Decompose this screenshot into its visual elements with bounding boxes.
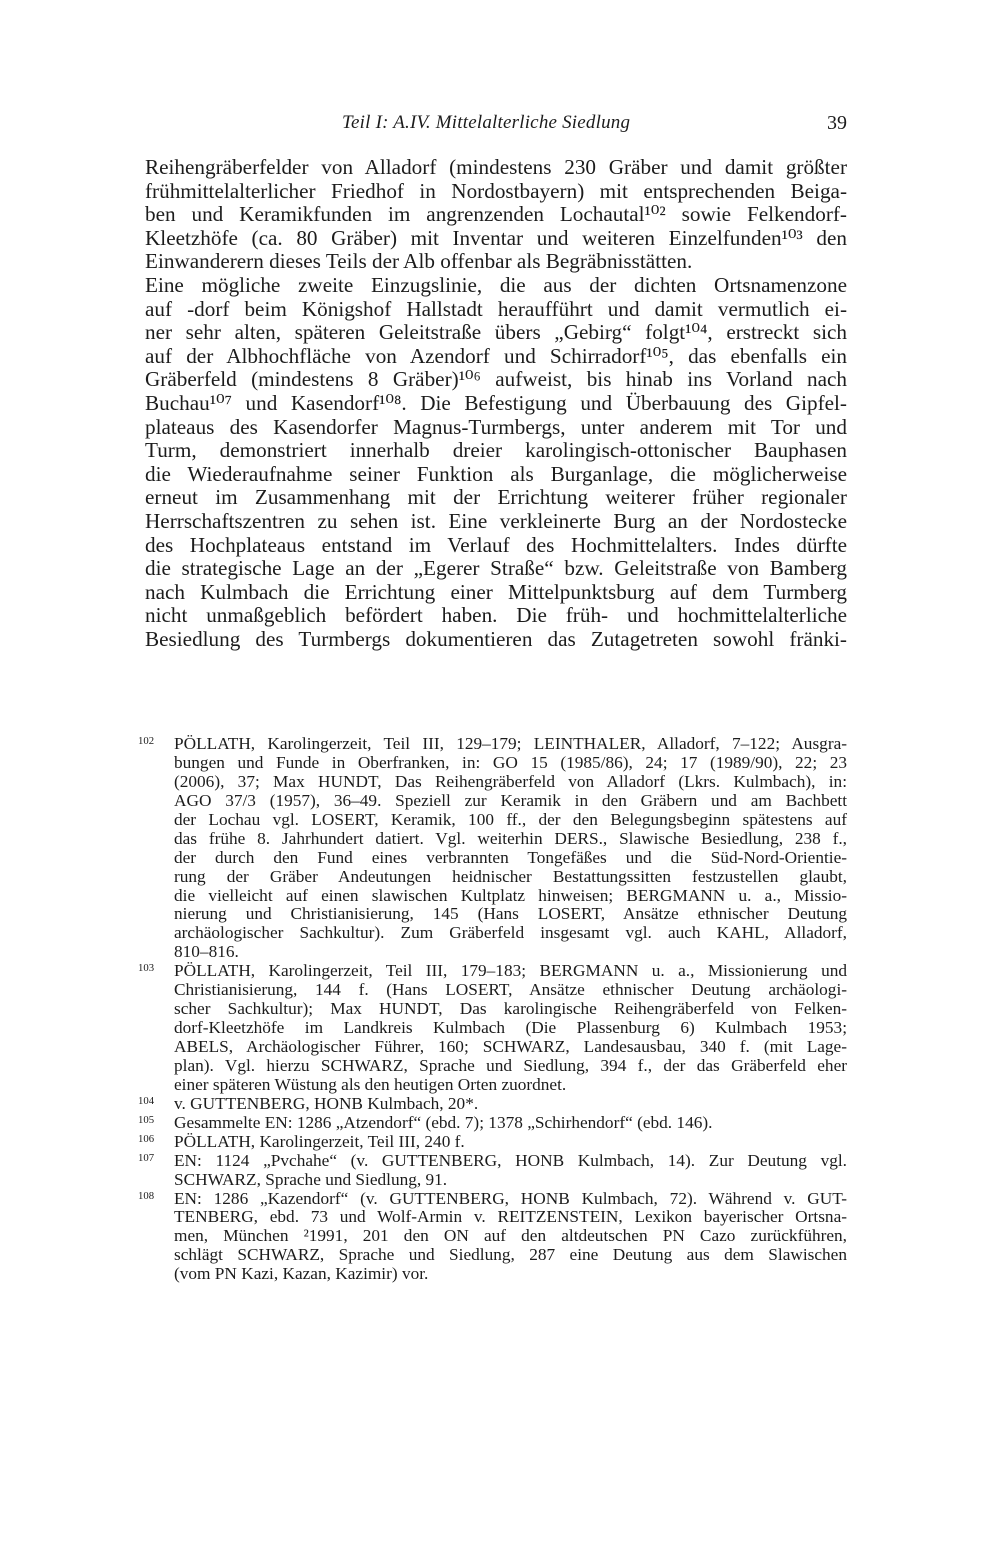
footnote-line: nierung und Christianisierung, 145 (Hans LOSERT, Ansätze ethnischer Deutung xyxy=(174,904,847,924)
footnote-line: schlägt SCHWARZ, Sprache und Siedlung, 287 eine Deutung aus dem Slawischen xyxy=(174,1245,847,1265)
footnote-line: einer späteren Wüstung als den heutigen Orten zuordnet. xyxy=(174,1074,567,1094)
footnote-number: 104 xyxy=(138,1094,155,1107)
footnote-number: 108 xyxy=(138,1189,155,1202)
footnote-line: AGO 37/3 (1957), 36–49. Speziell zur Keramik in den Gräbern und am Bachbett xyxy=(174,790,847,810)
footnote-line: dorf-Kleetzhöfe im Landkreis Kulmbach (Die Plassenburg 6) Kulmbach 1953; xyxy=(174,1018,847,1038)
footnotes xyxy=(138,734,847,1284)
main-text xyxy=(145,156,847,651)
page-header xyxy=(145,112,847,142)
footnote-line: rung der Gräber Andeutungen heidnischer Bestattungssitten festzustellen glaubt, xyxy=(174,866,847,886)
body-line: Einwanderern dieses Teils der Alb offenbar als Begräbnisstätten. xyxy=(145,249,693,274)
footnote-number: 103 xyxy=(138,962,155,975)
body-line: Buchau¹⁰⁷ und Kasendorf¹⁰⁸. Die Befestigung und Überbauung des Gipfel- xyxy=(145,390,847,415)
footnote-line: Christianisierung, 144 f. (Hans LOSERT, Ansätze ethnischer Deutung archäologi- xyxy=(174,980,847,1000)
footnote-line: v. GUTTENBERG, HONB Kulmbach, 20*. xyxy=(174,1093,479,1113)
footnote-line: EN: 1124 „Pvchahe“ (v. GUTTENBERG, HONB Kulmbach, 14). Zur Deutung vgl. xyxy=(174,1150,847,1170)
body-line: auf -dorf beim Königshof Hallstadt heraufführt und damit vermutlich ei- xyxy=(145,296,847,321)
body-line: Gräberfeld (mindestens 8 Gräber)¹⁰⁶ aufweist, bis hinab ins Vorland nach xyxy=(145,367,847,392)
footnote-line: 810–816. xyxy=(174,942,239,962)
body-line: ben und Keramikfunden im angrenzenden Lochautal¹⁰² sowie Felkendorf- xyxy=(145,202,847,227)
footnote-line: der durch den Fund eines verbrannten Tongefäßes und die Süd-Nord-Orientie- xyxy=(174,847,847,867)
footnote-line: plan). Vgl. hierzu SCHWARZ, Sprache und Siedlung, 394 f., der das Gräberfeld eher xyxy=(174,1055,847,1075)
body-line: Herrschaftszentren zu sehen ist. Eine verkleinerte Burg an der Nordostecke xyxy=(145,508,847,533)
footnote xyxy=(138,734,847,962)
page-number: 39 xyxy=(827,112,847,134)
footnote-line: die vielleicht auf einen slawischen Kultplatz hinweisen; BERGMANN u. a., Missio- xyxy=(174,885,847,905)
body-line: Reihengräberfelder von Alladorf (mindestens 230 Gräber und damit größter xyxy=(145,155,847,179)
footnote-line: EN: 1286 „Kazendorf“ (v. GUTTENBERG, HONB Kulmbach, 72). Während v. GUT- xyxy=(174,1188,847,1208)
running-title: Teil I: A.IV. Mittelalterliche Siedlung xyxy=(342,112,631,133)
footnote-line: ABELS, Archäologischer Führer, 160; SCHWARZ, Landesausbau, 340 f. (mit Lage- xyxy=(174,1037,847,1056)
footnote-line: PÖLLATH, Karolingerzeit, Teil III, 129–179; LEINTHALER, Alladorf, 7–122; Ausgra- xyxy=(174,734,847,753)
footnote-line: men, München ²1991, 201 den ON auf den altdeutschen PN Cazo zurückführen, xyxy=(174,1226,847,1246)
footnote-line: archäologischer Sachkultur). Zum Gräberfeld insgesamt vgl. auch KAHL, Alladorf, xyxy=(174,923,847,943)
body-line: nach Kulmbach die Errichtung einer Mittelpunktsburg auf dem Turmberg xyxy=(145,579,847,604)
footnote-line: SCHWARZ, Sprache und Siedlung, 91. xyxy=(174,1169,448,1189)
body-line: die strategische Lage an der „Egerer Straße“ bzw. Geleitstraße von Bamberg xyxy=(145,556,847,581)
footnote-line: Gesammelte EN: 1286 „Atzendorf“ (ebd. 7); 1378 „Schirhendorf“ (ebd. 146). xyxy=(174,1112,713,1132)
footnote-line: bungen und Funde in Oberfranken, in: GO 15 (1985/86), 24; 17 (1989/90), 22; 23 xyxy=(174,752,847,772)
body-line: ner sehr alten, späteren Geleitstraße übers „Gebirg“ folgt¹⁰⁴, erstreckt sich xyxy=(145,320,847,345)
body-line: Besiedlung des Turmbergs dokumentieren das Zutagetreten sowohl fränki- xyxy=(145,626,847,651)
footnote-number: 107 xyxy=(138,1151,155,1164)
footnote xyxy=(138,1112,847,1133)
footnote xyxy=(138,1131,847,1152)
footnote xyxy=(138,1188,847,1285)
body-line: plateaus des Kasendorfer Magnus-Turmbergs, unter anderem mit Tor und xyxy=(145,414,847,439)
footnote-line: (2006), 37; Max HUNDT, Das Reihengräberfeld von Alladorf (Lkrs. Kulmbach), in: xyxy=(174,771,847,791)
footnote xyxy=(138,1150,847,1190)
body-line: Turm, demonstriert innerhalb dreier karolingisch-ottonischer Bauphasen xyxy=(145,438,847,463)
footnote-line: scher Sachkultur); Max HUNDT, Das karolingische Reihengräberfeld von Felken- xyxy=(174,999,847,1019)
body-line: Kleetzhöfe (ca. 80 Gräber) mit Inventar und weiteren Einzelfunden¹⁰³ den xyxy=(145,225,847,250)
body-line: frühmittelalterlicher Friedhof in Nordostbayern) mit entsprechenden Beiga- xyxy=(145,178,847,203)
footnote xyxy=(138,1093,847,1114)
footnote-line: (vom PN Kazi, Kazan, Kazimir) vor. xyxy=(174,1264,429,1284)
body-line: Eine mögliche zweite Einzugslinie, die aus der dichten Ortsnamenzone xyxy=(145,272,847,297)
footnote xyxy=(138,961,847,1095)
footnote-line: das frühe 8. Jahrhundert datiert. Vgl. weiterhin DERS., Slawische Besiedlung, 238 f., xyxy=(174,828,847,848)
body-line: auf der Albhochfläche von Azendorf und Schirradorf¹⁰⁵, das ebenfalls ein xyxy=(145,343,847,368)
footnote-line: TENBERG, ebd. 73 und Wolf-Armin v. REITZENSTEIN, Lexikon bayerischer Ortsna- xyxy=(174,1207,847,1227)
footnote-number: 102 xyxy=(138,735,155,747)
footnote-line: PÖLLATH, Karolingerzeit, Teil III, 179–183; BERGMANN u. a., Missionierung und xyxy=(174,961,847,981)
footnote-number: 105 xyxy=(138,1113,155,1126)
body-line: die Wiederaufnahme seiner Funktion als Burganlage, die möglicherweise xyxy=(145,461,847,486)
footnote-line: PÖLLATH, Karolingerzeit, Teil III, 240 f. xyxy=(174,1131,465,1151)
footnote-line: der Lochau vgl. LOSERT, Keramik, 100 ff., der den Belegungsbeginn spätestens auf xyxy=(174,809,847,829)
body-line: erneut im Zusammenhang mit der Errichtung weiterer früher regionaler xyxy=(145,485,847,510)
body-line: nicht unmaßgeblich befördert haben. Die früh- und hochmittelalterliche xyxy=(145,603,847,628)
footnote-number: 106 xyxy=(138,1132,155,1145)
body-line: des Hochplateaus entstand im Verlauf des Hochmittelalters. Indes dürfte xyxy=(145,532,847,557)
